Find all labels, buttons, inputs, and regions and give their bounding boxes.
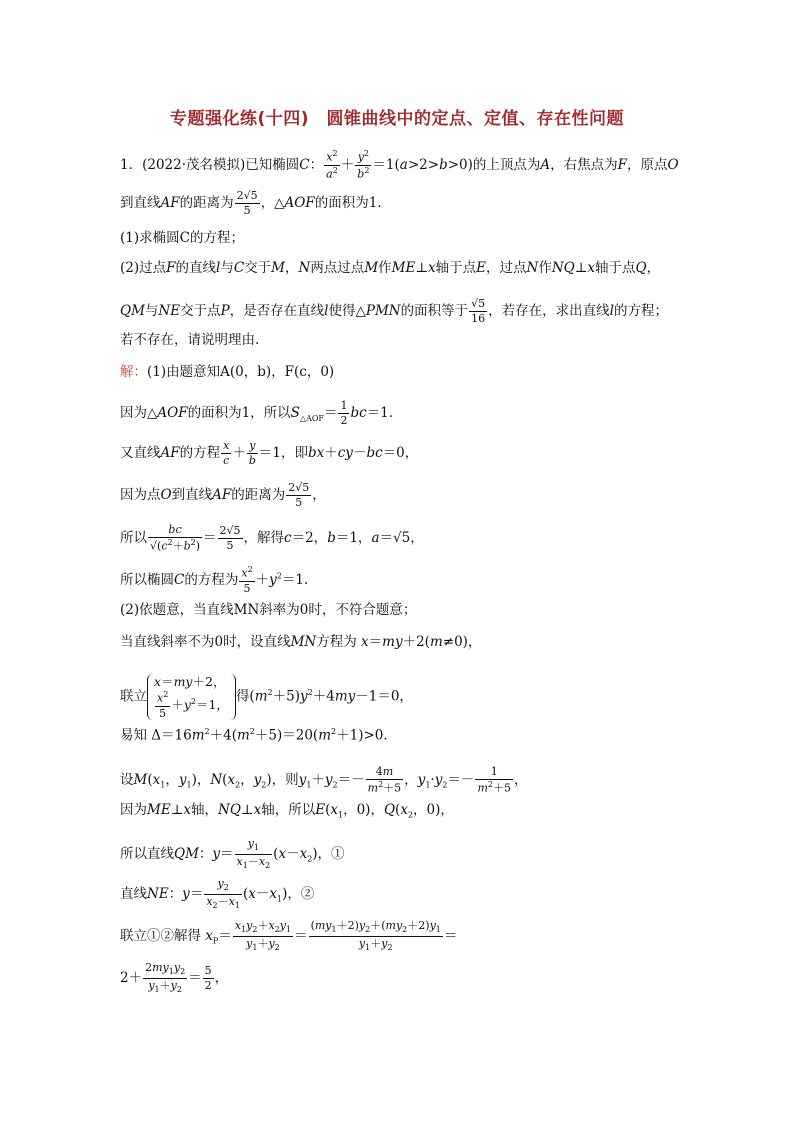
problem-line-3: (1)求椭圆C的方程； — [120, 230, 244, 246]
solution-line-5: 所以 $\frac{bc}{√(c^2+b^2)}$ ＝ $\frac{2√5}{5}$ ，解得c＝2，b＝1，a＝√5， — [120, 523, 424, 553]
solution-line-11: 设$M(x_1$，$y_1$)，$N(x_2$，$y_2$)，则$y_1+y_2=-$ $\frac{4m}{m^2+5}$ ，$y_1\cdot y_2=-$ $\frac{1}{m^2+5}$ ， — [120, 765, 528, 795]
page-title: 专题强化练(十四) 圆锥曲线中的定点、定值、存在性问题 — [169, 109, 625, 129]
solution-line-3: 又直线AF的方程 $\frac{x}{c}$ ＋ $\frac{y}{b}$ ＝1，即bx＋cy－bc＝0， — [120, 439, 419, 468]
solution-line-12: 因为ME⊥x轴，NQ⊥x轴，所以$E(x_1$，0)，$Q(x_2$，0)， — [120, 802, 454, 820]
solution-line-16: 2＋ $\frac{2my_1y_2}{y_1+y_2}$ ＝ $\frac{5}{2}$ ， — [120, 961, 229, 995]
solution-line-7: (2)依题意，当直线MN斜率为0时，不符合题意； — [120, 602, 417, 618]
solution-line-1: 解：(1)由题意知A(0，b)，F(c，0) — [120, 364, 335, 380]
solution-line-13: 所以直线QM：y＝ $\frac{y_1}{x_1-x_2}$ $(x-x_2)$，① — [120, 837, 345, 871]
problem-line-6: 若不存在，请说明理由. — [120, 332, 260, 348]
problem-line-5: QM与NE交于点P，是否存在直线l使得△PMN的面积等于 $\frac{√5}{16}$ ，若存在，求出直线l的方程； — [120, 297, 668, 326]
solution-line-8: 当直线斜率不为0时，设直线MN方程为 x＝my＋2(m≠0)， — [120, 634, 482, 650]
solution-label: 解： — [120, 364, 147, 380]
solution-line-4: 因为点O到直线AF的距离为 $\frac{2√5}{5}$ ， — [120, 481, 326, 510]
problem-line-4: (2)过点F的直线l与C交于M，N两点过点M作ME⊥x轴于点E，过点N作NQ⊥x轴于点Q， — [120, 260, 661, 276]
solution-line-14: 直线NE：y＝ $\frac{y_2}{x_2-x_1}$ $(x-x_1)$，② — [120, 877, 315, 911]
solution-line-6: 所以椭圆C的方程为 $\frac{x^2}{5}$ $+y^2=1$. — [120, 565, 309, 595]
problem-line-2: 到直线AF的距离为 $\frac{2√5}{5}$ ，△AOF的面积为1. — [120, 189, 382, 218]
problem-line-1: 1．(2022·茂名模拟)已知椭圆C： $\frac{x^2}{a^2}$ ＋ $\frac{y^2}{b^2}$ ＝1(a>2>b>0)的上顶点为A，右焦点为F，原点O — [120, 149, 679, 181]
solution-line-9: 联立x＝my＋2， $\frac{x^2}{5}$ $+y^2=1$， 得$(m^2+5)y^2+4my-1=0$， — [120, 674, 413, 720]
solution-line-15: 联立①②解得 $x_P=$ $\frac{x_1y_2+x_2y_1}{y_1+y_2}$ ＝ $\frac{(my_1+2)y_2+(my_2+2)y_1}{y_1+y_2}$ ＝ — [120, 919, 458, 953]
solution-line-2: 因为△AOF的面积为1，所以$S_{\triangle AOF}=$ $\frac{1}{2}$ bc＝1. — [120, 399, 394, 428]
solution-line-10: 易知 $\Delta=16m^2+4(m^2+5)=20(m^2+1)>0$. — [120, 727, 388, 744]
